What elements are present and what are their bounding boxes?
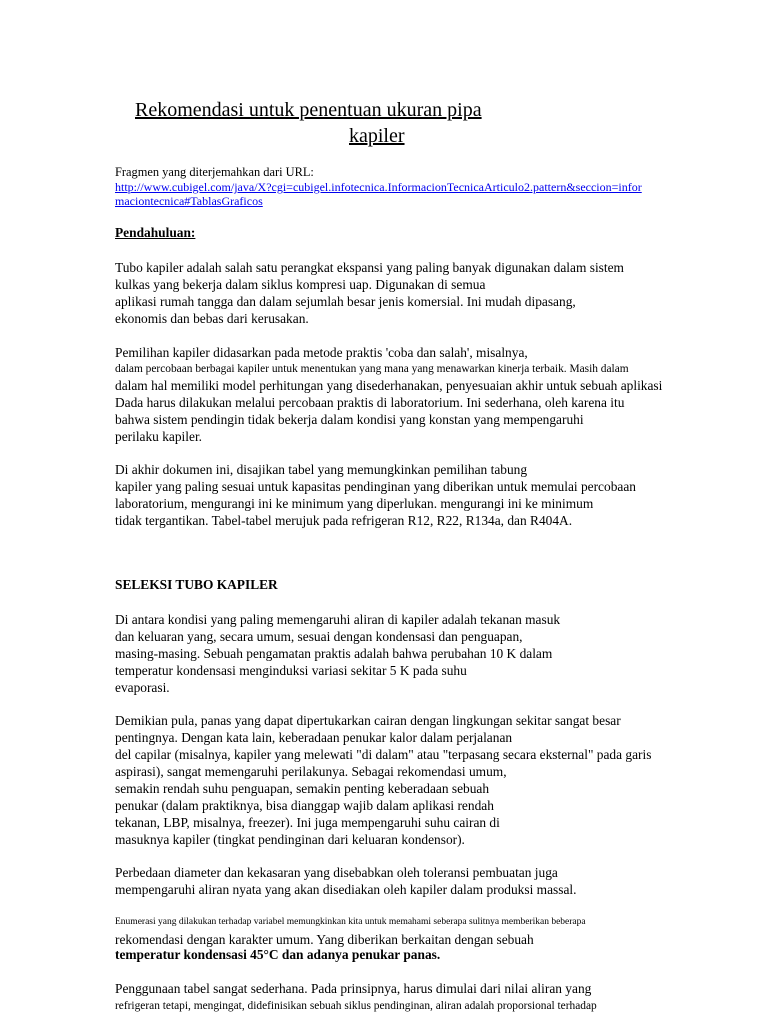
paragraph-line-small: refrigeran tetapi, mengingat, didefinisikan sebuah siklus pendinginan, aliran adalah proporsional terhadap: [115, 1000, 597, 1012]
paragraph-line-small: dalam percobaan berbagai kapiler untuk menentukan yang mana yang menawarkan kinerja terbaik. Masih dalam: [115, 363, 629, 375]
paragraph-line: Di akhir dokumen ini, disajikan tabel yang memungkinkan pemilihan tabung: [115, 462, 528, 477]
source-url-link-line-1[interactable]: http://www.cubigel.com/java/X?cgi=cubigel.infotecnica.InformacionTecnicaArticulo2.pattern&seccion=infor: [115, 180, 642, 194]
paragraph-line: del capilar (misalnya, kapiler yang melewati "di dalam" atau "terpasang secara eksternal" pada garis: [115, 747, 652, 762]
title-text-1: Rekomendasi untuk penentuan ukuran pipa: [135, 99, 482, 121]
title-underline-fill: [482, 98, 602, 122]
paragraph-line: semakin rendah suhu penguapan, semakin penting keberadaan sebuah: [115, 781, 490, 796]
paragraph-line: evaporasi.: [115, 680, 170, 695]
paragraph-line: temperatur kondensasi menginduksi variasi sekitar 5 K pada suhu: [115, 663, 467, 678]
document-title-line-2: [349, 124, 423, 148]
paragraph-line: tekanan, LBP, misalnya, freezer). Ini juga mempengaruhi suhu cairan di: [115, 815, 500, 830]
source-url-link-line-2[interactable]: maciontecnica#TablasGraficos: [115, 194, 263, 208]
paragraph-line: laboratorium, mengurangi ini ke minimum yang diperlukan. mengurangi ini ke minimum: [115, 496, 594, 511]
paragraph-line: kapiler yang paling sesuai untuk kapasitas pendinginan yang diberikan untuk memulai percobaan: [115, 479, 636, 494]
title-underline-fill-2: [405, 124, 423, 148]
title-text-2: kapiler: [349, 125, 405, 147]
paragraph-line: Penggunaan tabel sangat sederhana. Pada prinsipnya, harus dimulai dari nilai aliran yang: [115, 981, 592, 996]
paragraph-line: Pemilihan kapiler didasarkan pada metode praktis 'coba dan salah', misalnya,: [115, 345, 528, 360]
paragraph-line: masing-masing. Sebuah pengamatan praktis adalah bahwa perubahan 10 K dalam: [115, 646, 553, 661]
source-intro: Fragmen yang diterjemahkan dari URL:: [115, 165, 314, 179]
paragraph-line: mempengaruhi aliran nyata yang akan disediakan oleh kapiler dalam produksi massal.: [115, 882, 577, 897]
paragraph-line-bold: temperatur kondensasi 45°C dan adanya penukar panas.: [115, 947, 441, 962]
section-heading-pendahuluan: Pendahuluan:: [115, 225, 196, 240]
document-title-line-1: [135, 98, 602, 122]
paragraph-line: aplikasi rumah tangga dan dalam sejumlah besar jenis komersial. Ini mudah dipasang,: [115, 294, 576, 309]
paragraph-line: penukar (dalam praktiknya, bisa dianggap wajib dalam aplikasi rendah: [115, 798, 494, 813]
paragraph-line: Di antara kondisi yang paling memengaruhi aliran di kapiler adalah tekanan masuk: [115, 612, 561, 627]
paragraph-line: Perbedaan diameter dan kekasaran yang disebabkan oleh toleransi pembuatan juga: [115, 865, 558, 880]
paragraph-line: kulkas yang bekerja dalam siklus kompresi uap. Digunakan di semua: [115, 277, 486, 292]
paragraph-line: bahwa sistem pendingin tidak bekerja dalam kondisi yang konstan yang mempengaruhi: [115, 412, 584, 427]
paragraph-line: tidak tergantikan. Tabel-tabel merujuk pada refrigeran R12, R22, R134a, dan R404A.: [115, 513, 573, 528]
paragraph-line: aspirasi), sangat memengaruhi perilakunya. Sebagai rekomendasi umum,: [115, 764, 507, 779]
paragraph-line: Dada harus dilakukan melalui percobaan praktis di laboratorium. Ini sederhana, oleh karena itu: [115, 395, 625, 410]
paragraph-line: dalam hal memiliki model perhitungan yang disederhanakan, penyesuaian akhir untuk sebuah aplikasi: [115, 378, 663, 393]
paragraph-line-small: Enumerasi yang dilakukan terhadap variabel memungkinkan kita untuk memahami seberapa sulitnya memberikan beberapa: [115, 917, 586, 927]
paragraph-line: Demikian pula, panas yang dapat dipertukarkan cairan dengan lingkungan sekitar sangat besar: [115, 713, 621, 728]
paragraph-line: rekomendasi dengan karakter umum. Yang diberikan berkaitan dengan sebuah: [115, 932, 534, 947]
paragraph-line: perilaku kapiler.: [115, 429, 203, 444]
paragraph-line: masuknya kapiler (tingkat pendinginan dari keluaran kondensor).: [115, 832, 465, 847]
paragraph-line: dan keluaran yang, secara umum, sesuai dengan kondensasi dan penguapan,: [115, 629, 523, 644]
paragraph-line: Tubo kapiler adalah salah satu perangkat ekspansi yang paling banyak digunakan dalam sistem: [115, 260, 624, 275]
section-heading-seleksi: SELEKSI TUBO KAPILER: [115, 577, 278, 592]
paragraph-line: ekonomis dan bebas dari kerusakan.: [115, 311, 309, 326]
paragraph-line: pentingnya. Dengan kata lain, keberadaan penukar kalor dalam perjalanan: [115, 730, 513, 745]
